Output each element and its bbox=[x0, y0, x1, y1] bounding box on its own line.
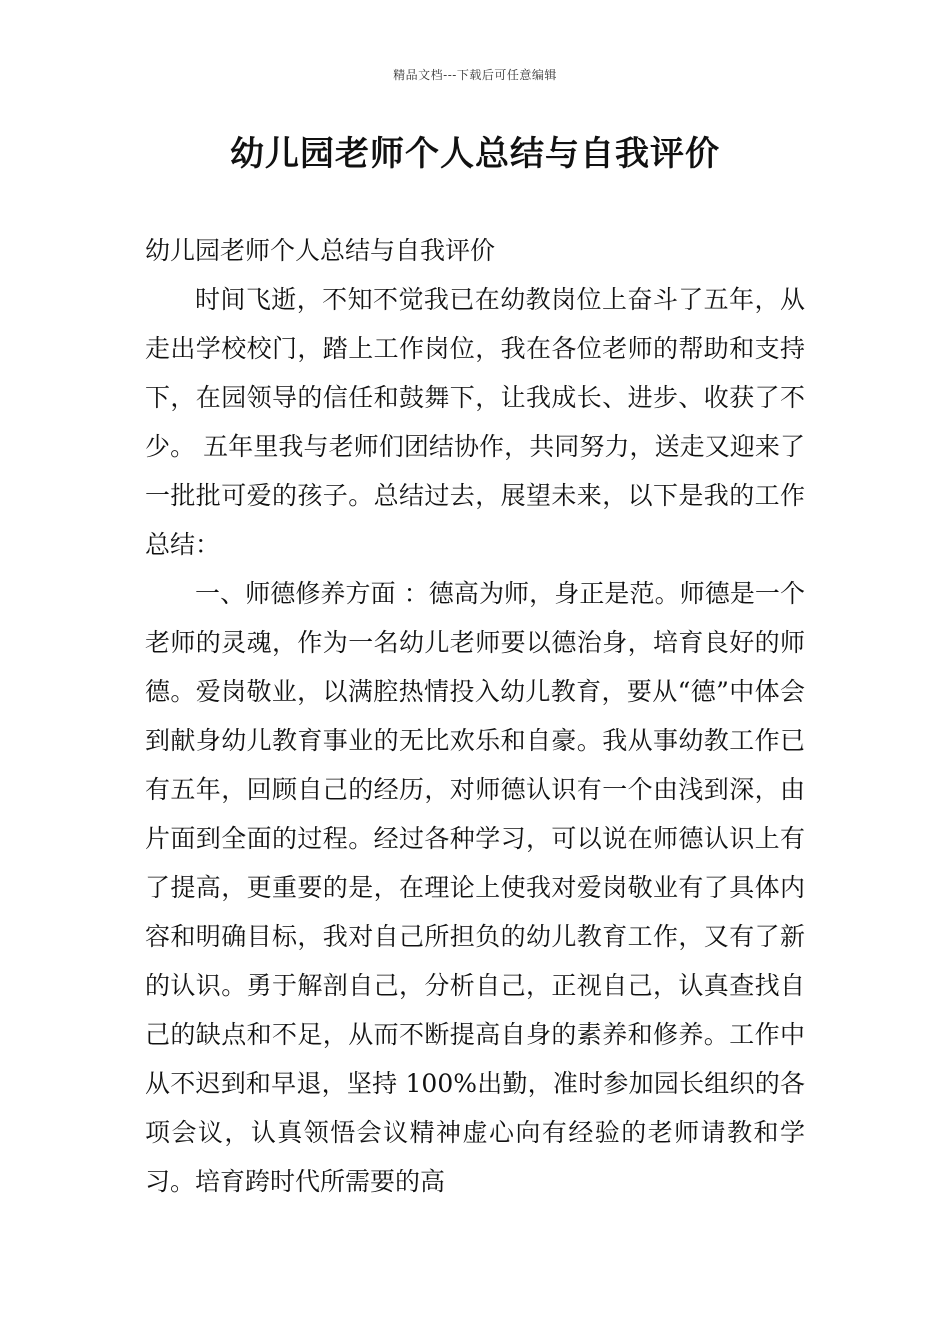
paragraph-intro: 时间飞逝，不知不觉我已在幼教岗位上奋斗了五年，从走出学校校门，踏上工作岗位，我在各位老师的帮助和支持下，在园领导的信任和鼓舞下，让我成长、进步、收获了不少。 五年里我与老师们团结协作，共同努力，送走又迎来了一批批可爱的孩子。总结过去，展望未来，以下是我的工作总结： bbox=[145, 285, 805, 559]
document-subtitle: 幼儿园老师个人总结与自我评价 bbox=[145, 236, 496, 265]
header-note: 精品文档---下载后可任意编辑 bbox=[393, 68, 557, 82]
document-body bbox=[145, 226, 805, 1206]
paragraph-ethics: 一、师德修养方面 ：德高为师，身正是范。师德是一个老师的灵魂，作为一名幼儿老师要以德治身，培育良好的师德。爱岗敬业，以满腔热情投入幼儿教育，要从“德”中体会到献身幼儿教育事业的无比欢乐和自豪。我从事幼教工作已有五年，回顾自己的经历，对师德认识有一个由浅到深，由片面到全面的过程。经过各种学习，可以说在师德认识上有了提高，更重要的是，在理论上使我对爱岗敬业有了具体内容和明确目标，我对自己所担负的幼儿教育工作，又有了新的认识。勇于解剖自己，分析自己，正视自己，认真查找自己的缺点和不足，从而不断提高自身的素养和修养。工作中从不迟到和早退，坚持 100%出勤，准时参加园长组织的各项会议，认真领悟会议精神虚心向有经验的老师请教和学习。培育跨时代所需要的高 bbox=[145, 579, 805, 1196]
page-title: 幼儿园老师个人总结与自我评价 bbox=[230, 134, 720, 174]
